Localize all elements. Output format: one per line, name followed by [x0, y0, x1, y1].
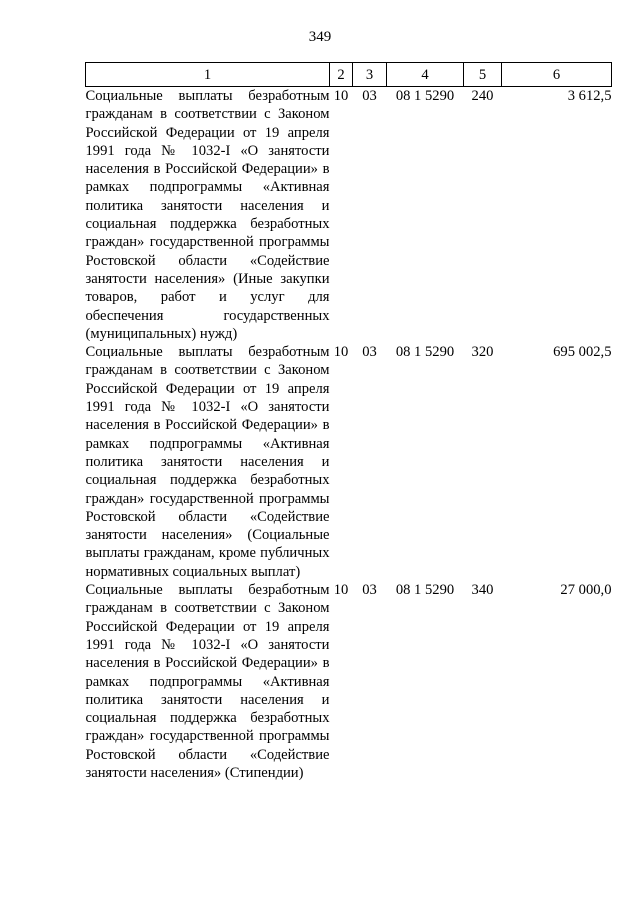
row-amount: 3 612,5 — [567, 88, 612, 104]
page-number: 349 — [308, 29, 332, 45]
row-description: Социальные выплаты безработным гражданам в соответствии с Законом Российской Федерации от 19 апреля 1991 года № 1032-I «О занятости населения в Российской Федерации» в рамках подпрограммы «Активная политика занятости населения и социальная поддержка безработных граждан» государственной программы Ростовской области «Содействие занятости населения» (Стипендии) — [85, 582, 330, 781]
row-amount: 27 000,0 — [560, 582, 612, 599]
row-subsection: 03 — [362, 88, 377, 104]
row-description: Социальные выплаты безработным гражданам в соответствии с Законом Российской Федерации от 19 апреля 1991 года № 1032-I «О занятости населения в Российской Федерации» в рамках подпрограммы «Активная политика занятости населения и социальная поддержка безработных граждан» государственной программы Ростовской области «Содействие занятости населения» (Социальные выплаты гражданам, кроме публичных нормативных социальных выплат) — [85, 344, 330, 580]
column-header-target-article: 4 — [387, 63, 464, 87]
table-row — [86, 343, 612, 581]
column-header-description: 1 — [86, 63, 330, 87]
row-amount: 695 002,5 — [553, 344, 612, 361]
column-header-subsection: 3 — [353, 63, 387, 87]
row-section: 10 — [333, 88, 349, 104]
table-header-row — [86, 63, 612, 87]
row-expense-type: 320 — [471, 344, 494, 361]
column-header-section: 2 — [330, 63, 353, 87]
row-description: Социальные выплаты безработным гражданам в соответствии с Законом Российской Федерации от 19 апреля 1991 года № 1032-I «О занятости населения в Российской Федерации» в рамках подпрограммы «Активная политика занятости населения и социальная поддержка безработных граждан» государственной программы Ростовской области «Содействие занятости населения» (Иные закупки товаров, работ и услуг для обеспечения государственных (муниципальных) нужд) — [85, 88, 330, 342]
row-subsection: 03 — [362, 344, 377, 361]
column-header-expense-type: 5 — [464, 63, 502, 87]
budget-table — [85, 62, 612, 782]
row-target-article: 08 1 5290 — [395, 88, 455, 104]
row-target-article: 08 1 5290 — [395, 344, 455, 361]
row-section: 10 — [333, 344, 349, 361]
table-row — [86, 581, 612, 782]
row-section: 10 — [333, 582, 349, 599]
row-subsection: 03 — [362, 582, 377, 599]
table-row — [86, 87, 612, 344]
row-target-article: 08 1 5290 — [395, 582, 455, 599]
column-header-amount: 6 — [502, 63, 612, 87]
row-expense-type: 340 — [471, 582, 494, 599]
row-expense-type: 240 — [471, 88, 494, 104]
